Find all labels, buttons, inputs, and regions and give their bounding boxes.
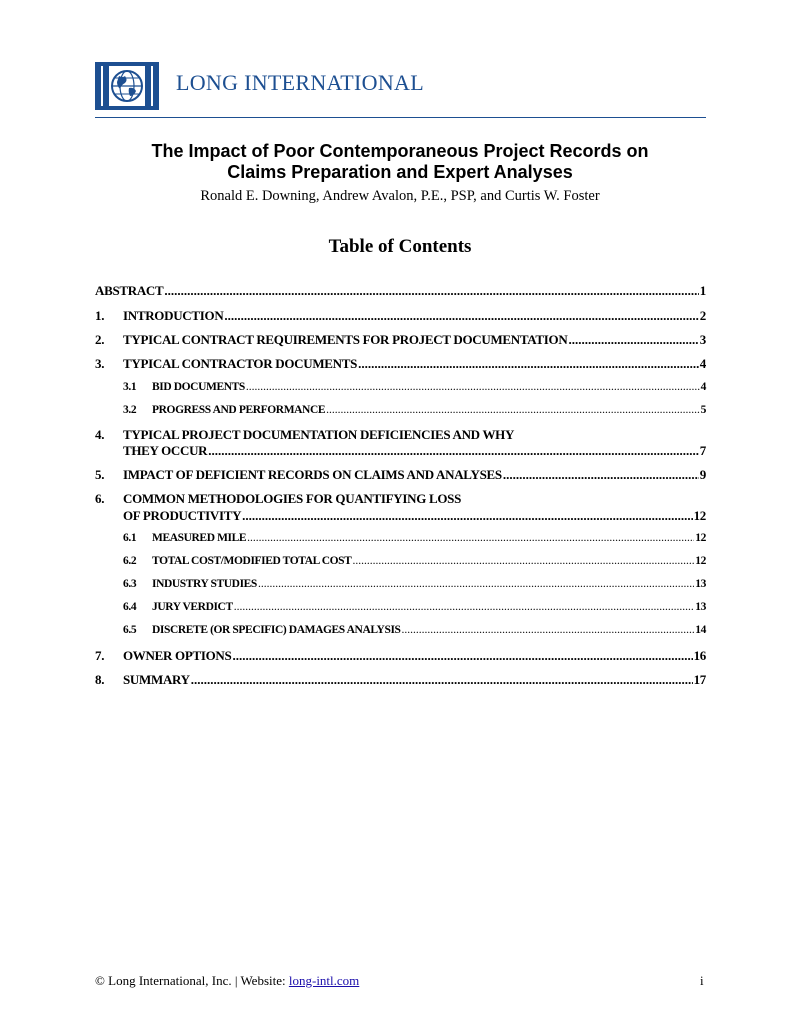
toc-entry-1[interactable]	[95, 308, 706, 324]
toc-entry-4[interactable]	[95, 443, 706, 459]
toc-entry-label: INDUSTRY STUDIES	[152, 578, 257, 590]
toc-entry-8[interactable]	[95, 672, 706, 688]
document-title	[95, 141, 705, 183]
toc-entry-3-2[interactable]	[95, 404, 706, 416]
toc-entry-6-3[interactable]	[95, 578, 706, 590]
toc-entry-label: IMPACT OF DEFICIENT RECORDS ON CLAIMS AND ANALYSES	[123, 467, 502, 482]
toc-leader	[191, 672, 693, 688]
toc-entry-6-5[interactable]	[95, 624, 706, 636]
toc-heading: Table of Contents	[328, 236, 472, 257]
toc-entry-page: 12	[695, 532, 706, 544]
toc-entry-page: 5	[700, 404, 706, 416]
toc-entry-page: 13	[695, 578, 706, 590]
toc-entry-2[interactable]	[95, 332, 706, 348]
toc-leader	[352, 555, 694, 567]
toc-leader	[234, 601, 695, 613]
toc-leader	[503, 467, 699, 483]
toc-entry-number: 6.1	[123, 532, 137, 544]
toc-entry-number: 8.	[95, 672, 105, 687]
footer-copyright-text: © Long International, Inc. | Website:	[95, 973, 289, 988]
website-link[interactable]: long-intl.com	[288, 973, 360, 988]
toc-entry-3[interactable]	[95, 356, 706, 372]
toc-entry-label: JURY VERDICT	[152, 601, 233, 613]
toc-entry-page: 2	[699, 308, 706, 323]
toc-entry-6-4[interactable]	[95, 601, 706, 613]
toc-entry-label: TOTAL COST/MODIFIED TOTAL COST	[152, 555, 352, 567]
toc-entry-page: 4	[700, 381, 706, 393]
toc-leader	[568, 332, 698, 348]
toc-entry-page: 13	[695, 601, 706, 613]
toc-entry-6-line-1[interactable]	[95, 491, 462, 507]
toc-leader	[232, 648, 692, 664]
toc-entry-number: 1.	[95, 308, 105, 323]
footer-copyright	[95, 973, 359, 989]
toc-entry-3-1[interactable]	[95, 381, 706, 393]
toc-entry-4-line-1[interactable]	[95, 427, 515, 443]
footer-page-number: i	[700, 973, 704, 988]
toc-entry-page: 17	[693, 672, 706, 687]
toc-entry-label: INTRODUCTION	[123, 308, 224, 323]
toc-leader	[242, 508, 692, 524]
toc-entry-number: 3.	[95, 356, 105, 371]
toc-entry-label: BID DOCUMENTS	[152, 381, 245, 393]
toc-entry-5[interactable]	[95, 467, 706, 483]
toc-entry-label: DISCRETE (OR SPECIFIC) DAMAGES ANALYSIS	[152, 624, 401, 636]
toc-entry-label: OWNER OPTIONS	[123, 648, 232, 663]
toc-entry-label: PROGRESS AND PERFORMANCE	[152, 404, 326, 416]
toc-entry-page: 12	[693, 508, 706, 523]
toc-entry-label: THEY OCCUR	[123, 443, 208, 458]
toc-entry-6-1[interactable]	[95, 532, 706, 544]
header-divider	[95, 117, 706, 118]
toc-leader	[164, 283, 698, 299]
toc-leader	[224, 308, 698, 324]
toc-entry-page: 7	[699, 443, 706, 458]
toc-entry-page: 9	[699, 467, 706, 482]
toc-entry-number: 3.1	[123, 381, 137, 393]
document-title-line-2: Claims Preparation and Expert Analyses	[227, 162, 573, 182]
toc-entry-label: TYPICAL PROJECT DOCUMENTATION DEFICIENCIES AND WHY	[123, 427, 515, 442]
toc-leader	[246, 381, 700, 393]
toc-entry-number: 6.	[95, 491, 105, 506]
toc-entry-label: SUMMARY	[123, 672, 190, 687]
toc-entry-label: OF PRODUCTIVITY	[123, 508, 242, 523]
toc-entry-number: 6.4	[123, 601, 137, 613]
toc-entry-label: MEASURED MILE	[152, 532, 247, 544]
toc-entry-page: 12	[695, 555, 706, 567]
toc-entry-6-2[interactable]	[95, 555, 706, 567]
toc-leader	[326, 404, 700, 416]
globe-column-logo-icon	[95, 62, 159, 110]
toc-entry-number: 5.	[95, 467, 105, 482]
toc-leader	[258, 578, 694, 590]
toc-entry-abstract[interactable]	[95, 283, 706, 299]
toc-entry-page: 1	[699, 283, 706, 298]
toc-entry-page: 3	[699, 332, 706, 347]
toc-entry-label: TYPICAL CONTRACT REQUIREMENTS FOR PROJECT DOCUMENTATION	[123, 332, 568, 347]
brand-name: LONG INTERNATIONAL	[176, 70, 424, 95]
toc-entry-number: 6.5	[123, 624, 137, 636]
authors: Ronald E. Downing, Andrew Avalon, P.E., PSP, and Curtis W. Foster	[200, 188, 600, 204]
toc-entry-number: 4.	[95, 427, 105, 442]
toc-leader	[208, 443, 699, 459]
toc-entry-6[interactable]	[95, 508, 706, 524]
toc-leader	[358, 356, 699, 372]
toc-entry-page: 16	[693, 648, 706, 663]
toc-entry-label: ABSTRACT	[95, 283, 164, 298]
toc-leader	[247, 532, 694, 544]
toc-entry-label: TYPICAL CONTRACTOR DOCUMENTS	[123, 356, 358, 371]
toc-entry-7[interactable]	[95, 648, 706, 664]
toc-entry-page: 14	[695, 624, 706, 636]
toc-entry-number: 2.	[95, 332, 105, 347]
toc-entry-number: 6.2	[123, 555, 137, 567]
toc-leader	[402, 624, 695, 636]
document-title-line-1: The Impact of Poor Contemporaneous Project Records on	[151, 141, 649, 161]
toc-entry-number: 6.3	[123, 578, 137, 590]
toc-entry-page: 4	[699, 356, 706, 371]
toc-entry-label: COMMON METHODOLOGIES FOR QUANTIFYING LOSS	[123, 491, 462, 506]
toc-entry-number: 7.	[95, 648, 105, 663]
toc-entry-number: 3.2	[123, 404, 137, 416]
